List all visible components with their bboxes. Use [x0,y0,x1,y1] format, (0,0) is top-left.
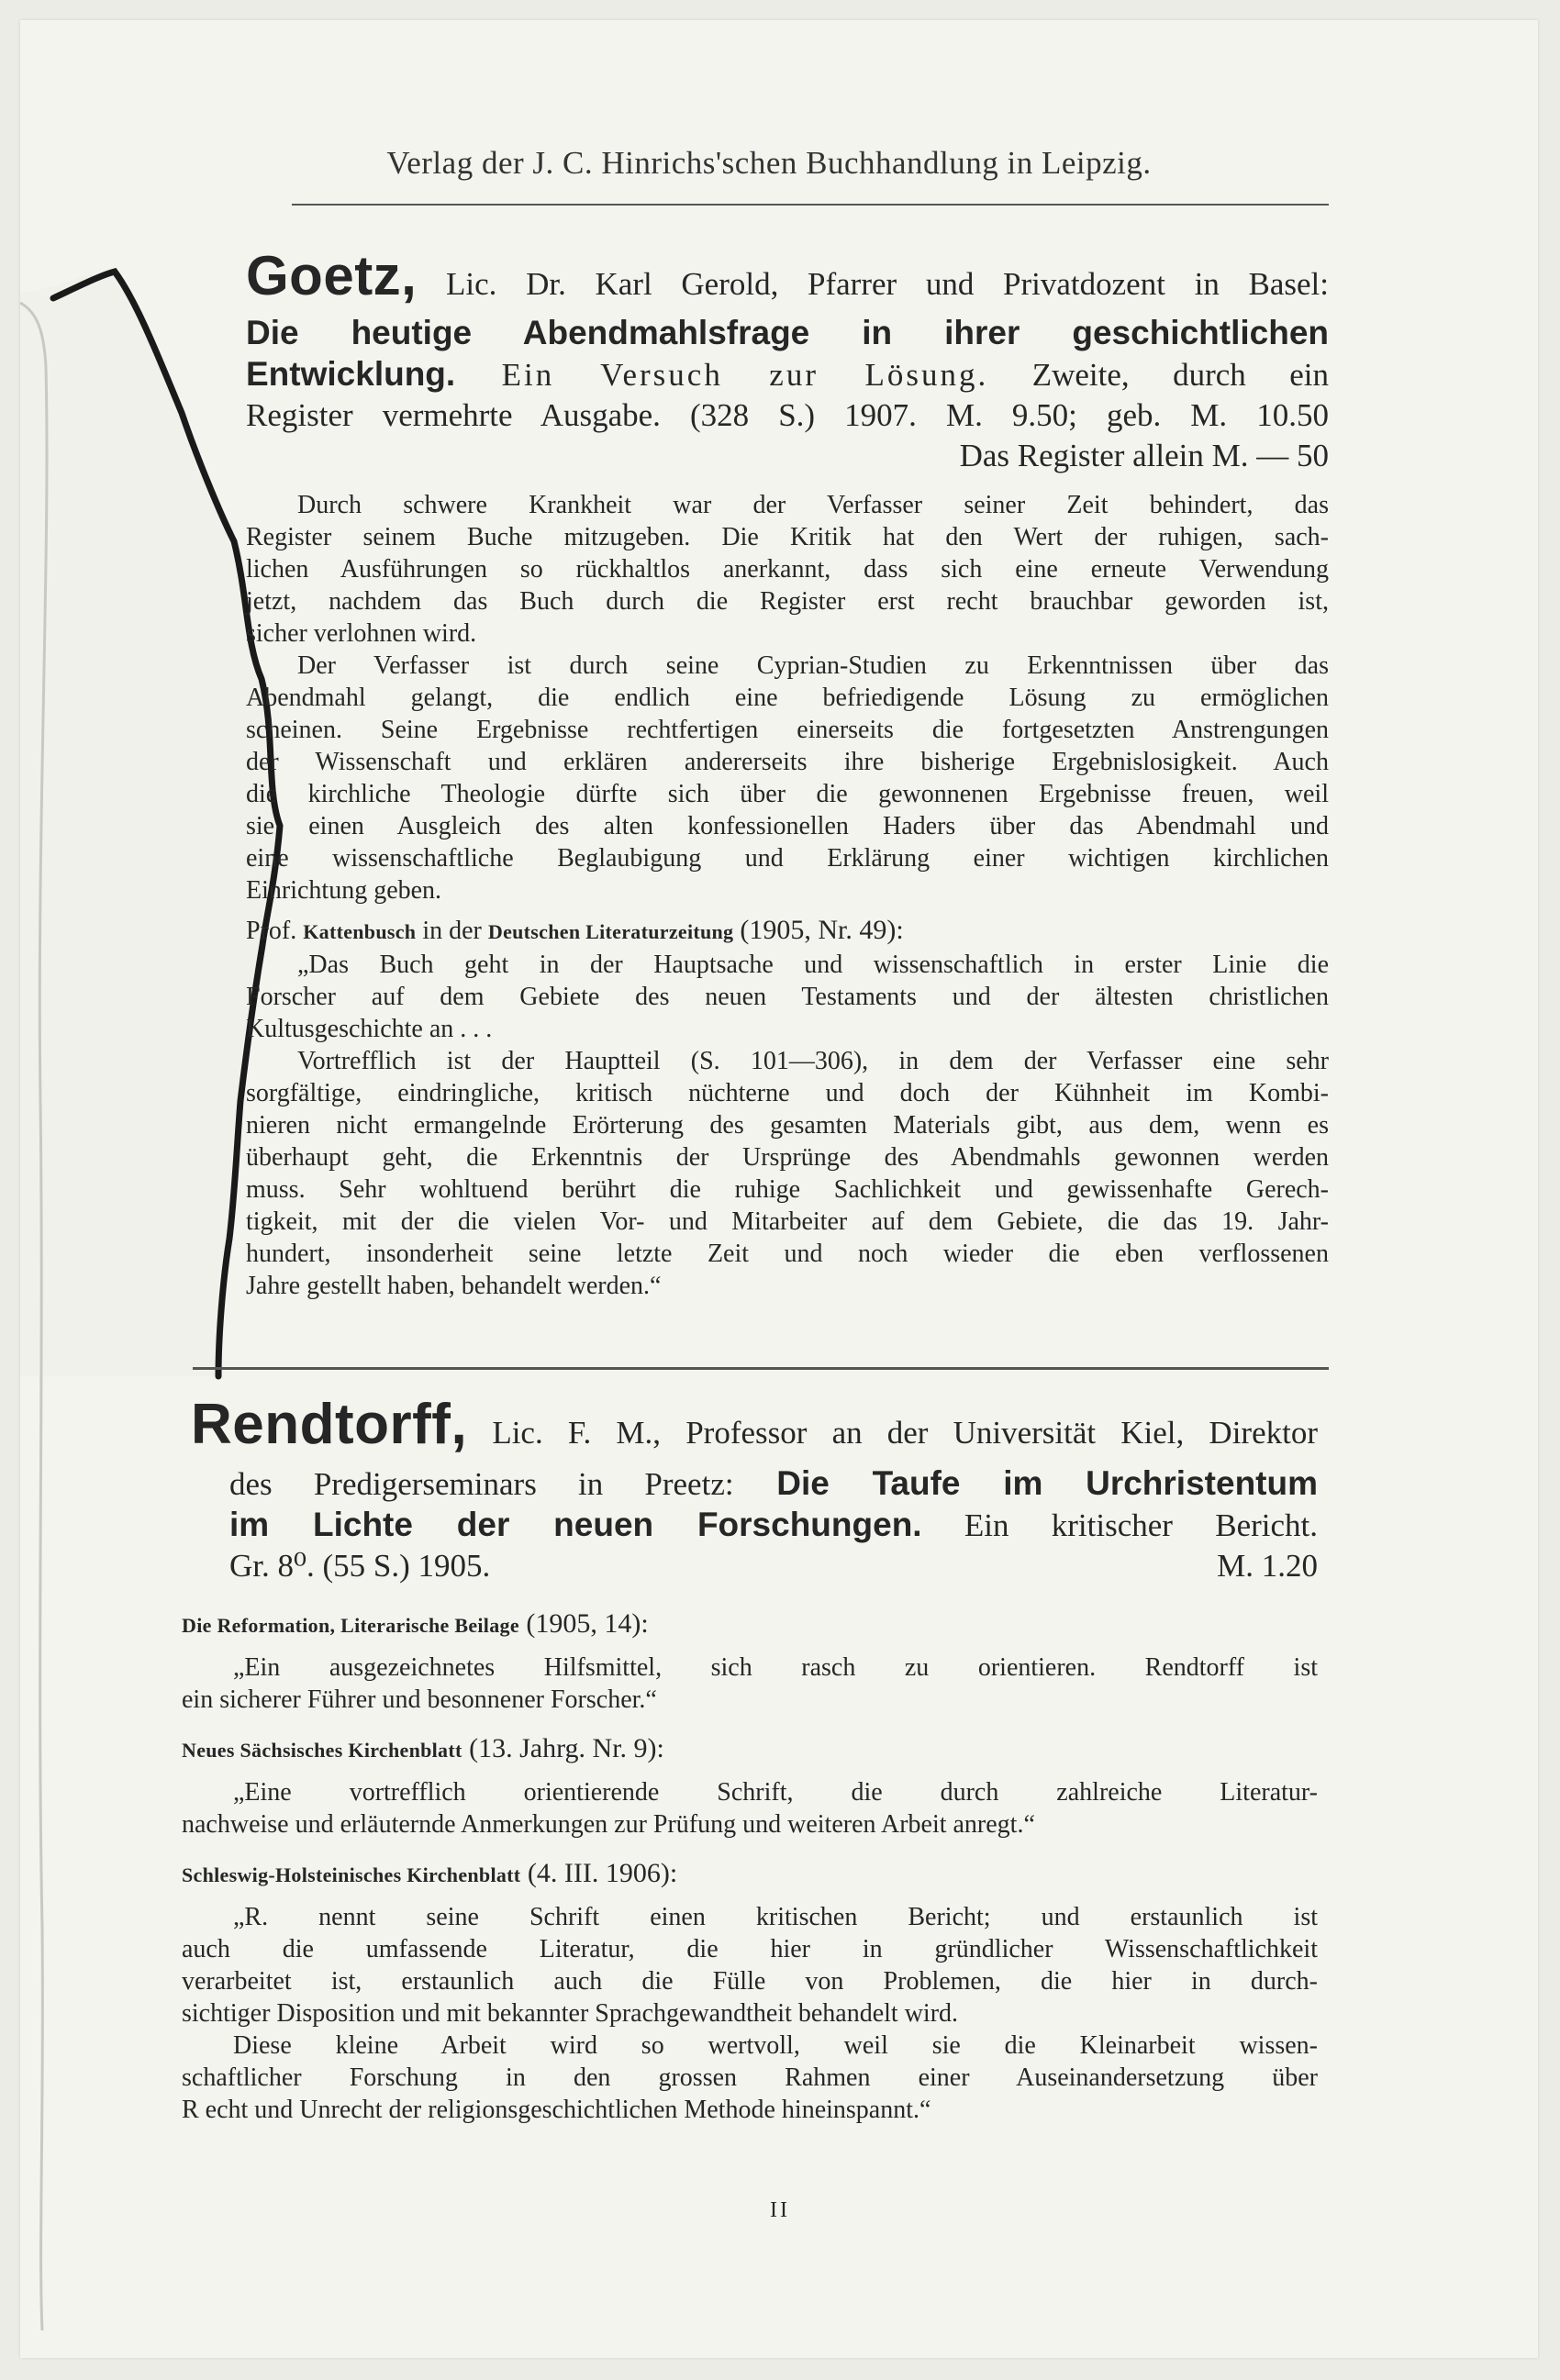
review-journal: Die Reformation, Literarische Beilage [182,1614,519,1637]
rendtorff-reviews [182,1607,1318,2126]
text-line: überhaupt geht, die Erkenntnis der Ursprünge des Abendmahls gewonnen werden [246,1143,1329,1172]
goetz-quote-2 [246,1045,1329,1302]
text-line: Der Verfasser ist durch seine Cyprian-Studien zu Erkenntnissen über das [297,651,1329,680]
text-line: Kultusgeschichte an . . . [246,1015,493,1043]
author-name-rendtorff: Rendtorff, [191,1393,468,1456]
text-line: Jahre gestellt haben, behandelt werden.“ [246,1272,662,1300]
goetz-title-line-1 [246,245,1329,313]
rendtorff-format: Gr. 8⁰. (55 S.) 1905. [229,1548,491,1584]
text-line: sie einen Ausgleich des alten konfessionellen Haders über das Abendmahl und [246,812,1329,840]
text-line: Diese kleine Arbeit wird so wertvoll, weil sie die Kleinarbeit wissen- [233,2031,1318,2060]
review-source-2 [182,1732,1318,1767]
goetz-title-line-2 [246,313,1329,354]
rendtorff-subtitle: Ein kritischer Bericht. [921,1507,1318,1543]
text-line: hundert, insonderheit seine letzte Zeit und noch wieder die eben verflossenen [246,1240,1329,1268]
rendtorff-book-title: Die Taufe im Urchristentum [733,1464,1318,1502]
rendtorff-title-line-1 [191,1395,1318,1463]
text-line: muss. Sehr wohltuend berührt die ruhige Sachlichkeit und gewissenhafte Gerech- [246,1175,1329,1204]
text-line: Vortrefflich ist der Hauptteil (S. 101—306), in dem der Verfasser eine sehr [297,1047,1329,1075]
text-line: eine wissenschaftliche Beglaubigung und Erklärung einer wichtigen kirchlichen [246,844,1329,873]
text-line: verarbeitet ist, erstaunlich auch die Fülle von Problemen, die hier in durch- [182,1967,1318,1996]
text-line: ein sicherer Führer und besonnener Forscher.“ [182,1685,657,1714]
goetz-edition: Zweite, durch ein [988,357,1329,393]
review-author: Kattenbusch [303,920,417,943]
text-line: „R. nennt seine Schrift einen kritischen Bericht; und erstaunlich ist [233,1903,1318,1931]
review-ref: (1905, Nr. 49): [740,915,904,945]
rendtorff-book-title-end: im Lichte der neuen Forschungen. [229,1506,922,1543]
goetz-book-title: Die heutige Abendmahlsfrage in ihrer geschichtlichen [246,314,1329,351]
text-line: Durch schwere Krankheit war der Verfasser seiner Zeit behindert, das [297,491,1329,519]
rendtorff-price-line [229,1546,1318,1586]
goetz-book-title-end: Entwicklung. [246,355,456,393]
goetz-quote-1 [246,949,1329,1045]
rendtorff-seminar: des Predigerseminars in Preetz: [229,1466,734,1502]
publisher-header: Verlag der J. C. Hinrichs'schen Buchhandlung in Leipzig. [386,145,1152,181]
review-journal: Deutschen Literaturzeitung [487,920,734,943]
text-line: sorgfältige, eindringliche, kritisch nüchterne und doch der Kühnheit im Kombi- [246,1079,1329,1107]
goetz-title-line-3 [246,354,1329,395]
goetz-author-details: Lic. Dr. Karl Gerold, Pfarrer und Privatdozent in Basel: [417,266,1329,302]
text-line: tigkeit, mit der die vielen Vor- und Mitarbeiter auf dem Gebiete, die das 19. Jahr- [246,1207,1329,1236]
text-line: Register seinem Buche mitzugeben. Die Kritik hat den Wert der ruhigen, sach- [246,523,1329,551]
section-divider [193,1367,1329,1370]
review-source-1 [182,1607,1318,1642]
review-journal: Neues Sächsisches Kirchenblatt [182,1739,462,1762]
text-line: R echt und Unrecht der religionsgeschichtlichen Methode hineinspannt.“ [182,2096,931,2124]
text-line: Abendmahl gelangt, die endlich eine befriedigende Lösung zu ermöglichen [246,684,1329,712]
rendtorff-entry [191,1395,1318,1586]
text-line: Forscher auf dem Gebiete des neuen Testaments und der ältesten christlichen [246,983,1329,1011]
review-journal: Schleswig-Holsteinisches Kirchenblatt [182,1863,521,1886]
text-line: scheinen. Seine Ergebnisse rechtfertigen einerseits die fortgesetzten Anstrengungen [246,716,1329,744]
text-line: nieren nicht ermangelnde Erörterung des gesamten Materials gibt, aus dem, wenn es [246,1111,1329,1140]
text-line: auch die umfassende Literatur, die hier in gründlicher Wissenschaftlichkeit [182,1935,1318,1963]
text-line: nachweise und erläuternde Anmerkungen zur Prüfung und weiteren Arbeit anregt.“ [182,1810,1035,1839]
rendtorff-title-rest [191,1463,1318,1586]
text-line: sicher verlohnen wird. [246,619,477,648]
review-ref: (13. Jahrg. Nr. 9): [462,1733,664,1763]
text-line: Einrichtung geben. [246,876,442,905]
review-prefix: Prof. [246,917,297,945]
goetz-price-line: Register vermehrte Ausgabe. (328 S.) 1907. M. 9.50; geb. M. 10.50 [246,397,1329,433]
text-line: jetzt, nachdem das Buch durch die Register erst recht brauchbar geworden ist, [246,587,1329,616]
goetz-entry [246,245,1329,1302]
review-quote-2 [182,1776,1318,1841]
goetz-paragraph-1 [246,489,1329,650]
goetz-register-price: Das Register allein M. — 50 [959,438,1329,473]
text-line: „Das Buch geht in der Hauptsache und wissenschaftlich in erster Linie die [297,951,1329,979]
text-line: der Wissenschaft und erklären andererseits ihre bisherige Ergebnislosigkeit. Auch [246,748,1329,776]
text-line: „Ein ausgezeichnetes Hilfsmittel, sich rasch zu orientieren. Rendtorff ist [233,1653,1318,1682]
rendtorff-title-line-3 [229,1505,1318,1546]
rendtorff-author-details: Lic. F. M., Professor an der Universität Kiel, Direktor [467,1415,1318,1451]
text-line: lichen Ausführungen so rückhaltlos anerkannt, dass sich eine erneute Verwendung [246,555,1329,584]
review-ref: (1905, 14): [518,1608,649,1639]
review-quote-3 [182,1901,1318,2126]
page-number: II [770,2198,790,2222]
review-in: in der [422,917,482,945]
rendtorff-title-line-2 [229,1463,1318,1505]
rendtorff-price: M. 1.20 [1217,1548,1318,1584]
text-line: sichtiger Disposition und mit bekannter Sprachgewandtheit behandelt wird. [182,1999,959,2028]
goetz-paragraph-2 [246,650,1329,906]
goetz-subtitle: Ein Versuch zur Lösung. [455,357,989,393]
text-line: „Eine vortrefflich orientierende Schrift, die durch zahlreiche Literatur- [233,1778,1318,1807]
goetz-review-source [246,914,1329,949]
text-line: die kirchliche Theologie dürfte sich über die gewonnenen Ergebnisse freuen, weil [246,780,1329,808]
header-rule [292,204,1329,206]
review-quote-1 [182,1652,1318,1716]
review-source-3 [182,1857,1318,1892]
text-line: schaftlicher Forschung in den grossen Rahmen einer Auseinandersetzung über [182,2063,1318,2092]
review-ref: (4. III. 1906): [520,1858,678,1888]
author-name-goetz: Goetz, [246,245,418,306]
